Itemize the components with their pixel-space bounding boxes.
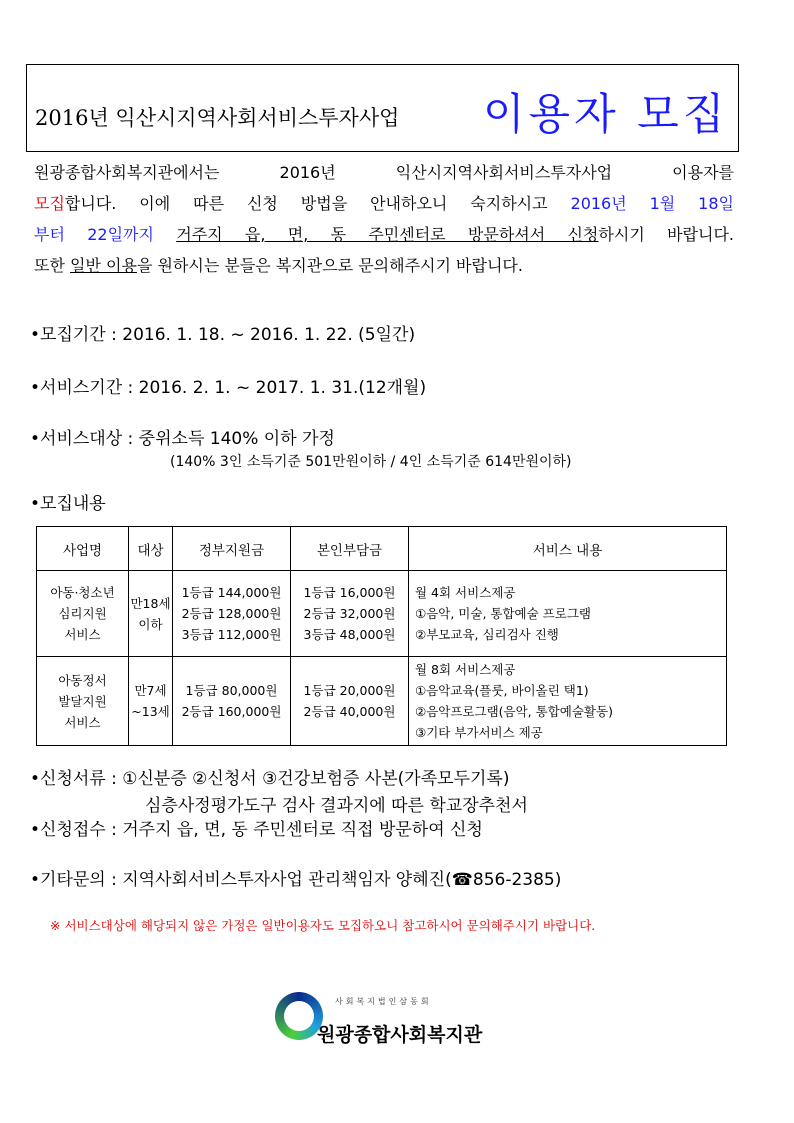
cell-line: 서비스 bbox=[64, 714, 101, 730]
service-period: •서비스기간 : 2016. 2. 1. ~ 2017. 1. 31.(12개월) bbox=[30, 378, 427, 398]
cell-line: 월 8회 서비스제공 bbox=[415, 662, 516, 677]
page-title: 2016년 익산시지역사회서비스투자사업 bbox=[35, 106, 400, 130]
recruit-content-heading: •모집내용 bbox=[30, 494, 106, 514]
intro-text: 하시기 바랍니다. bbox=[598, 225, 734, 244]
cell-line: ②부모교육, 심리검사 진행 bbox=[415, 627, 559, 642]
service-table bbox=[36, 526, 727, 746]
page-title-accent: 이용자 모집 bbox=[483, 90, 729, 140]
cell-line: ③기타 부가서비스 제공 bbox=[415, 725, 543, 740]
header-gov: 정부지원금 bbox=[173, 527, 291, 571]
row-content bbox=[409, 657, 727, 746]
application-documents: •신청서류 : ①신분증 ②신청서 ③건강보험증 사본(가족모두기록) bbox=[30, 769, 510, 789]
intro-line-3 bbox=[34, 219, 734, 250]
cell-line: 이하 bbox=[138, 616, 163, 632]
application-reception: •신청접수 : 거주지 읍, 면, 동 주민센터로 직접 방문하여 신청 bbox=[30, 820, 483, 840]
cell-line: 3등급 112,000원 bbox=[181, 627, 282, 642]
row-self bbox=[291, 657, 409, 746]
cell-line: 2등급 128,000원 bbox=[181, 606, 282, 621]
row-name bbox=[37, 571, 129, 657]
recruit-period: •모집기간 : 2016. 1. 18. ~ 2016. 1. 22. (5일간) bbox=[30, 325, 416, 345]
table-row bbox=[37, 571, 727, 657]
ring-logo-icon bbox=[275, 992, 323, 1040]
intro-text: 원광종합사회복지관에서는 2016년 익산시지역사회서비스투자사업 이용자를 bbox=[34, 163, 734, 182]
cell-line: ①음악, 미술, 통합예술 프로그램 bbox=[415, 606, 591, 621]
logo-subtitle: 사회복지법인삼동회 bbox=[335, 997, 432, 1006]
cell-line: 3등급 48,000원 bbox=[303, 627, 396, 642]
cell-line: 1등급 80,000원 bbox=[185, 683, 278, 698]
cell-line: 2등급 160,000원 bbox=[181, 704, 282, 719]
cell-line: 1등급 144,000원 bbox=[181, 585, 282, 600]
logo-name: 원광종합사회복지관 bbox=[317, 1024, 483, 1046]
cell-line: 1등급 16,000원 bbox=[303, 585, 396, 600]
intro-date-start: 2016년 1월 18일 bbox=[570, 194, 734, 213]
intro-line-2 bbox=[34, 188, 734, 219]
service-target-note: (140% 3인 소득기준 501만원이하 / 4인 소득기준 614만원이하) bbox=[170, 454, 572, 470]
cell-line: ①음악교육(플룻, 바이올린 택1) bbox=[415, 683, 589, 698]
cell-line: 아동정서 bbox=[58, 672, 107, 688]
cell-line: 만7세 bbox=[134, 683, 167, 698]
notice-text: ※ 서비스대상에 해당되지 않은 가정은 일반이용자도 모집하오니 참고하시어 문의해주시기 바랍니다. bbox=[50, 918, 596, 933]
table-row bbox=[37, 657, 727, 746]
intro-line-4 bbox=[34, 250, 734, 281]
intro-highlight-red: 모집 bbox=[34, 194, 65, 213]
cell-line: 서비스 bbox=[64, 627, 101, 642]
row-gov bbox=[173, 571, 291, 657]
intro-text: 을 원하시는 분들은 복지관으로 문의해주시기 바랍니다. bbox=[136, 256, 523, 275]
header-target: 대상 bbox=[129, 527, 173, 571]
row-content bbox=[409, 571, 727, 657]
intro-text: 또한 bbox=[34, 256, 65, 275]
header-name: 사업명 bbox=[37, 527, 129, 571]
cell-line: 월 4회 서비스제공 bbox=[415, 585, 516, 600]
title-box bbox=[26, 64, 739, 152]
cell-line: 발달지원 bbox=[58, 693, 107, 709]
intro-paragraph bbox=[34, 157, 734, 281]
intro-text: 합니다. 이에 따른 신청 방법을 안내하오니 숙지하시고 bbox=[64, 194, 548, 213]
row-target bbox=[129, 571, 173, 657]
header-content: 서비스 내용 bbox=[409, 527, 727, 571]
cell-line: 만18세 bbox=[130, 595, 171, 611]
cell-line: 2등급 40,000원 bbox=[303, 704, 396, 719]
cell-line: 심리지원 bbox=[58, 606, 107, 621]
cell-line: ②음악프로그램(음악, 통합예술활동) bbox=[415, 704, 613, 719]
application-documents-extra: 심층사정평가도구 검사 결과지에 따른 학교장추천서 bbox=[145, 796, 528, 816]
cell-line: 아동·청소년 bbox=[50, 585, 115, 600]
cell-line: ~13세 bbox=[131, 704, 170, 719]
service-target: •서비스대상 : 중위소득 140% 이하 가정 bbox=[30, 429, 335, 449]
org-logo bbox=[275, 990, 505, 1050]
row-gov bbox=[173, 657, 291, 746]
header-self: 본인부담금 bbox=[291, 527, 409, 571]
intro-line-1 bbox=[34, 157, 734, 188]
intro-general-use: 일반 이용 bbox=[70, 256, 137, 275]
intro-apply-place: 거주지 읍, 면, 동 주민센터로 방문하셔서 신청 bbox=[176, 225, 599, 244]
row-name bbox=[37, 657, 129, 746]
row-target bbox=[129, 657, 173, 746]
cell-line: 1등급 20,000원 bbox=[303, 683, 396, 698]
table-header-row bbox=[37, 527, 727, 571]
other-inquiry: •기타문의 : 지역사회서비스투자사업 관리책임자 양혜진(☎856-2385) bbox=[30, 870, 562, 890]
cell-line: 2등급 32,000원 bbox=[303, 606, 396, 621]
intro-date-end: 부터 22일까지 bbox=[34, 225, 154, 244]
row-self bbox=[291, 571, 409, 657]
